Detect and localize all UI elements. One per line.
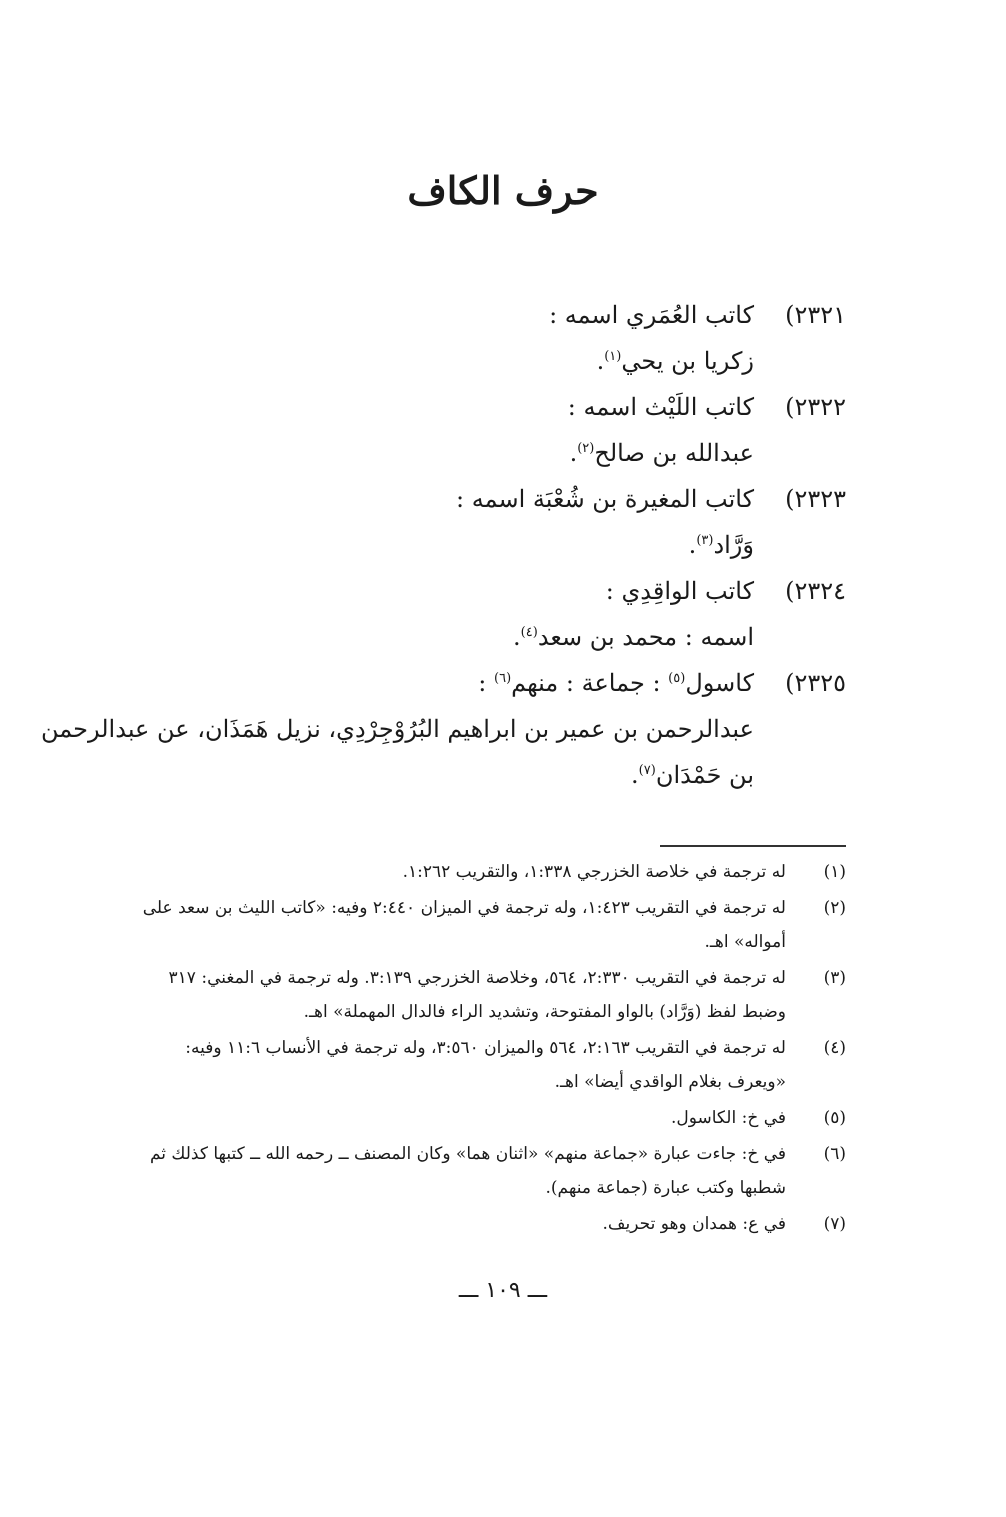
footnote bbox=[126, 1031, 846, 1099]
entry-body bbox=[126, 338, 754, 384]
entry-number: ٢٣٢٤) bbox=[785, 577, 846, 605]
footnote bbox=[126, 1101, 846, 1135]
footnote-ref: (٦) bbox=[494, 671, 512, 686]
footnote-ref: (١) bbox=[604, 349, 622, 364]
entry-head bbox=[126, 476, 846, 522]
entry-heading bbox=[478, 660, 754, 706]
footnote-text: له ترجمة في التقريب ١:٤٢٣، وله ترجمة في الميزان ٢:٤٤٠ وفيه: «كاتب الليث بن سعد على أمواله» اهـ. bbox=[142, 898, 786, 952]
footnote-ref: (٢) bbox=[577, 441, 595, 456]
footnote-number: (٧) bbox=[823, 1214, 846, 1234]
entry-body-end: . bbox=[596, 347, 605, 375]
footnote-number: (٣) bbox=[823, 968, 846, 988]
entry-heading: كاتب المغيرة بن شُعْبَة اسمه : bbox=[456, 485, 754, 513]
entry-body bbox=[126, 430, 754, 476]
footnote-ref: (٣) bbox=[696, 533, 714, 548]
entries-list bbox=[41, 292, 846, 798]
footnote-text: له ترجمة في التقريب ٢:١٦٣، ٥٦٤ والميزان ٣:٥٦٠، وله ترجمة في الأنساب ١١:٦ وفيه: «ويعرف بغلام الواقدي أيضا» اهـ. bbox=[185, 1038, 786, 1092]
footnote bbox=[126, 1207, 846, 1241]
footnote-text: له ترجمة في التقريب ٢:٣٣٠، ٥٦٤، وخلاصة الخزرجي ٣:١٣٩. وله ترجمة في المغني: ٣١٧ وضبط لفظ (وَرَّاد) بالواو المفتوحة، وتشديد الراء فالدال المهملة» اهـ. bbox=[168, 968, 786, 1022]
entry-heading-part: كاسول bbox=[685, 669, 754, 697]
footnote-number: (٤) bbox=[823, 1038, 846, 1058]
entry-body-text: عبدالله بن صالح bbox=[594, 439, 754, 467]
entry-number: ٢٣٢٥) bbox=[785, 669, 846, 697]
entry-body-text: زكريا بن يحي bbox=[621, 347, 754, 375]
footnote bbox=[126, 891, 846, 959]
entry-body-end: . bbox=[513, 623, 521, 651]
entry-heading: كاتب اللَيْث اسمه : bbox=[567, 393, 754, 421]
entry-body-text: عبدالرحمن بن عمير بن ابراهيم البُرُوْجِرْدِي، نزيل هَمَذَان، عن عبدالرحمن بن حَمْدَان bbox=[41, 715, 754, 789]
footnote-ref: (٧) bbox=[638, 763, 656, 778]
footnotes bbox=[126, 855, 846, 1243]
entry-head bbox=[126, 292, 846, 338]
entry-head bbox=[126, 384, 846, 430]
footnote-number: (٢) bbox=[823, 898, 846, 918]
entry-heading: كاتب العُمَري اسمه : bbox=[549, 301, 754, 329]
footnote-number: (١) bbox=[823, 862, 846, 882]
footnote-text: في خ: جاءت عبارة «جماعة منهم» «اثنان هما» وكان المصنف ــ رحمه الله ــ كتبها كذلك ثم شطبها وكتب عبارة (جماعة منهم). bbox=[149, 1144, 786, 1198]
footnote-divider bbox=[660, 845, 846, 847]
entry-number: ٢٣٢١) bbox=[785, 301, 846, 329]
page-number: ـــ ١٠٩ ـــ bbox=[458, 1278, 548, 1303]
footnote-text: في خ: الكاسول. bbox=[670, 1108, 786, 1128]
entry-body bbox=[34, 706, 754, 798]
footnote-ref: (٥) bbox=[668, 671, 686, 686]
entry-body-end: . bbox=[631, 761, 639, 789]
entry-number: ٢٣٢٢) bbox=[785, 393, 846, 421]
footnote-number: (٦) bbox=[823, 1144, 846, 1164]
entry-number: ٢٣٢٣) bbox=[785, 485, 846, 513]
entry-body bbox=[126, 614, 754, 660]
footnote bbox=[126, 855, 846, 889]
footnote-text: في ع: همدان وهو تحريف. bbox=[602, 1214, 786, 1234]
page-title: حرف الكاف bbox=[407, 168, 599, 213]
footnote-text: له ترجمة في خلاصة الخزرجي ١:٣٣٨، والتقريب ١:٢٦٢. bbox=[402, 862, 786, 882]
entry-body-end: . bbox=[569, 439, 578, 467]
entry-body bbox=[126, 522, 754, 568]
entry-body-end: . bbox=[688, 531, 697, 559]
entry-heading-part: : bbox=[478, 669, 494, 697]
entry-head bbox=[126, 568, 846, 614]
entry-heading-part: : جماعة : منهم bbox=[511, 669, 669, 697]
footnote-number: (٥) bbox=[823, 1108, 846, 1128]
footnote bbox=[126, 1137, 846, 1205]
footnote-ref: (٤) bbox=[520, 625, 538, 640]
entry-heading: كاتب الواقِدِي : bbox=[605, 577, 754, 605]
footnote bbox=[126, 961, 846, 1029]
entry-head bbox=[126, 660, 846, 706]
entry-body-text: وَرَّاد bbox=[713, 531, 754, 559]
entry-body-text: اسمه : محمد بن سعد bbox=[537, 623, 754, 651]
